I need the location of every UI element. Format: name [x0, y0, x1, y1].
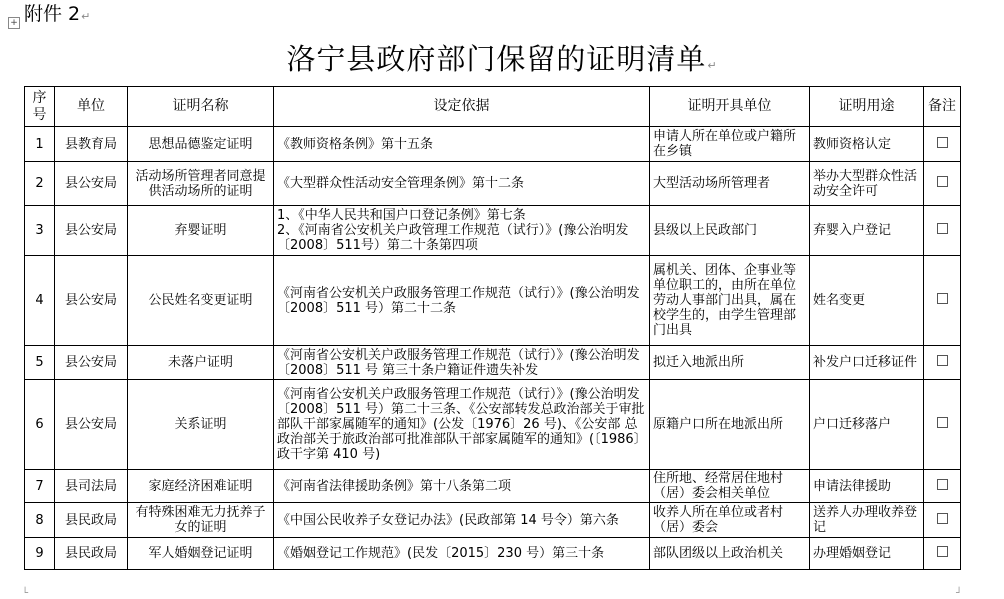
certificate-name-cell: 思想品德鉴定证明 [128, 127, 274, 162]
purpose-cell: 举办大型群众性活动安全许可 [810, 162, 924, 206]
certificate-table [24, 86, 961, 570]
purpose-cell: 教师资格认定 [810, 127, 924, 162]
table-row [25, 206, 961, 256]
unit-cell: 县民政局 [55, 503, 128, 538]
header-cell-basis: 设定依据 [274, 87, 650, 127]
paragraph-mark: ↵ [81, 10, 91, 23]
table-row [25, 256, 961, 346]
issuer-cell: 大型活动场所管理者 [650, 162, 810, 206]
legal-basis-cell: 《河南省公安机关户政服务管理工作规范（试行）》(豫公治明发〔2008〕511 号）第二十三条、《公安部转发总政治部关于审批部队干部家属随军的通知》(公发〔1976〕26 号)、《公安部 总政治部关于旅政治部可批准部队干部家属随军的通知》(〔1986〕政干字第 410 号) [274, 380, 650, 470]
corner-mark-right: ┘ [956, 588, 963, 599]
unit-cell: 县教育局 [55, 127, 128, 162]
issuer-cell: 收养人所在单位或者村（居）委会 [650, 503, 810, 538]
issuer-cell: 部队团级以上政治机关 [650, 538, 810, 570]
table-row [25, 470, 961, 503]
legal-basis-cell: 《教师资格条例》第十五条 [274, 127, 650, 162]
table-row [25, 380, 961, 470]
legal-basis-cell: 《大型群众性活动安全管理条例》第十二条 [274, 162, 650, 206]
unit-cell: 县公安局 [55, 162, 128, 206]
legal-basis-cell: 《河南省公安机关户政服务管理工作规范（试行）》(豫公治明发〔2008〕511 号）第二十二条 [274, 256, 650, 346]
purpose-cell: 弃婴入户登记 [810, 206, 924, 256]
remark-cell [924, 256, 961, 346]
header-cell-remark: 备注 [924, 87, 961, 127]
remark-checkbox[interactable] [937, 355, 948, 366]
table-row [25, 162, 961, 206]
unit-cell: 县民政局 [55, 538, 128, 570]
row-number-cell: 7 [25, 470, 55, 503]
unit-cell: 县公安局 [55, 380, 128, 470]
remark-cell [924, 162, 961, 206]
table-row [25, 503, 961, 538]
unit-cell: 县公安局 [55, 206, 128, 256]
unit-cell: 县公安局 [55, 256, 128, 346]
issuer-cell: 县级以上民政部门 [650, 206, 810, 256]
row-number-cell: 1 [25, 127, 55, 162]
certificate-name-cell: 弃婴证明 [128, 206, 274, 256]
remark-cell [924, 503, 961, 538]
certificate-name-cell: 军人婚姻登记证明 [128, 538, 274, 570]
row-number-cell: 2 [25, 162, 55, 206]
issuer-cell: 属机关、团体、企事业等单位职工的，由所在单位劳动人事部门出具，属在校学生的，由学生管理部门出具 [650, 256, 810, 346]
remark-checkbox[interactable] [937, 176, 948, 187]
row-number-cell: 6 [25, 380, 55, 470]
certificate-name-cell: 活动场所管理者同意提供活动场所的证明 [128, 162, 274, 206]
table-header-row [25, 87, 961, 127]
purpose-cell: 户口迁移落户 [810, 380, 924, 470]
purpose-cell: 补发户口迁移证件 [810, 346, 924, 380]
table-row [25, 127, 961, 162]
paragraph-mark: ↵ [707, 59, 718, 72]
annex-label [24, 2, 90, 29]
issuer-cell: 住所地、经常居住地村（居）委会相关单位 [650, 470, 810, 503]
table-row [25, 538, 961, 570]
remark-checkbox[interactable] [937, 479, 948, 490]
annex-label-text: 附件 2 [24, 3, 81, 25]
page-title [0, 40, 1004, 85]
remark-cell [924, 346, 961, 380]
remark-checkbox[interactable] [937, 546, 948, 557]
certificate-name-cell: 公民姓名变更证明 [128, 256, 274, 346]
row-number-cell: 5 [25, 346, 55, 380]
remark-checkbox[interactable] [937, 223, 948, 234]
header-cell-name: 证明名称 [128, 87, 274, 127]
row-number-cell: 9 [25, 538, 55, 570]
certificate-name-cell: 有特殊困难无力抚养子女的证明 [128, 503, 274, 538]
table-move-handle[interactable]: + [8, 17, 20, 29]
remark-cell [924, 470, 961, 503]
purpose-cell: 办理婚姻登记 [810, 538, 924, 570]
certificate-name-cell: 关系证明 [128, 380, 274, 470]
header-cell-issuer: 证明开具单位 [650, 87, 810, 127]
remark-checkbox[interactable] [937, 137, 948, 148]
remark-checkbox[interactable] [937, 513, 948, 524]
corner-mark-left: └ [22, 588, 29, 599]
remark-checkbox[interactable] [937, 417, 948, 428]
table-row [25, 346, 961, 380]
remark-cell [924, 538, 961, 570]
legal-basis-cell: 《河南省公安机关户政服务管理工作规范（试行）》(豫公治明发〔2008〕511 号 第三十条户籍证件遗失补发 [274, 346, 650, 380]
legal-basis-cell: 《中国公民收养子女登记办法》(民政部第 14 号令）第六条 [274, 503, 650, 538]
certificate-name-cell: 未落户证明 [128, 346, 274, 380]
row-number-cell: 3 [25, 206, 55, 256]
row-number-cell: 8 [25, 503, 55, 538]
header-cell-unit: 单位 [55, 87, 128, 127]
row-number-cell: 4 [25, 256, 55, 346]
legal-basis-cell: 《婚姻登记工作规范》(民发〔2015〕230 号）第三十条 [274, 538, 650, 570]
certificate-name-cell: 家庭经济困难证明 [128, 470, 274, 503]
legal-basis-cell: 1、《中华人民共和国户口登记条例》第七条 2、《河南省公安机关户政管理工作规范（试行）》(豫公治明发〔2008〕511号）第二十条第四项 [274, 206, 650, 256]
unit-cell: 县公安局 [55, 346, 128, 380]
header-cell-purpose: 证明用途 [810, 87, 924, 127]
remark-cell [924, 127, 961, 162]
purpose-cell: 申请法律援助 [810, 470, 924, 503]
purpose-cell: 姓名变更 [810, 256, 924, 346]
page-title-text: 洛宁县政府部门保留的证明清单 [286, 42, 707, 76]
unit-cell: 县司法局 [55, 470, 128, 503]
issuer-cell: 拟迁入地派出所 [650, 346, 810, 380]
purpose-cell: 送养人办理收养登记 [810, 503, 924, 538]
header-cell-no: 序号 [25, 87, 55, 127]
remark-cell [924, 380, 961, 470]
issuer-cell: 原籍户口所在地派出所 [650, 380, 810, 470]
issuer-cell: 申请人所在单位或户籍所在乡镇 [650, 127, 810, 162]
remark-checkbox[interactable] [937, 293, 948, 304]
legal-basis-cell: 《河南省法律援助条例》第十八条第二项 [274, 470, 650, 503]
remark-cell [924, 206, 961, 256]
